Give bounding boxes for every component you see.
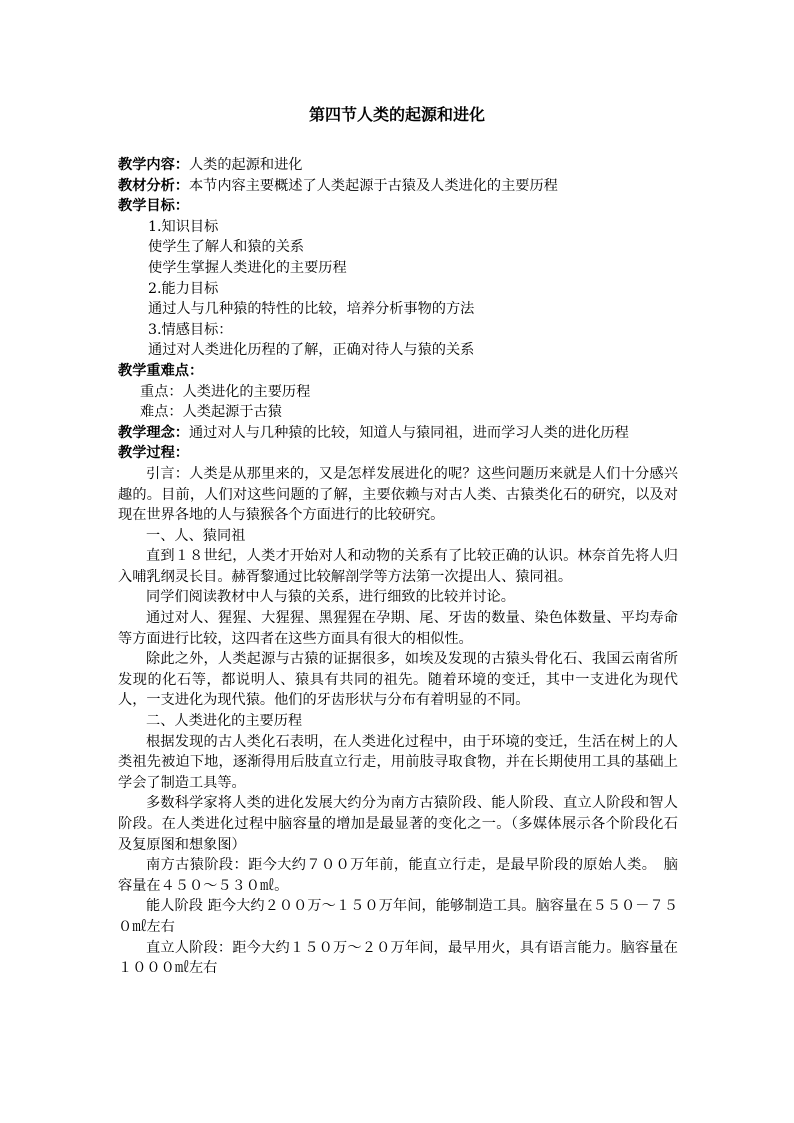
paragraph: 能人阶段 距今大约２００万～１５０万年间，能够制造工具。脑容量在５５０－７５０㎖左右 — [118, 898, 678, 935]
paragraph: 通过对人、猩猩、大猩猩、黑猩猩在孕期、尾、牙齿的数量、染色体数量、平均寿命等方面进行比较，这四者在这些方面具有很大的相似性。 — [118, 610, 678, 647]
goal-item: 2.能力目标 — [148, 280, 219, 297]
paragraph: 直立人阶段：距今大约１５０万～２０万年间，最早用火，具有语言能力。脑容量在１０００㎖左右 — [118, 939, 678, 977]
keypoints-label: 教学重难点： — [118, 362, 204, 379]
paragraph: 除此之外，人类起源与古猿的证据很多，如埃及发现的古猿头骨化石、我国云南省所发现的化石等，都说明人、猿具有共同的祖先。随着环境的变迁，其中一支进化为现代人，一支进化为现代猿。他们的牙齿形状与分布有着明显的不同。 — [118, 651, 678, 709]
paragraph: 直到１８世纪，人类才开始对人和动物的关系有了比较正确的认识。林奈首先将人归入哺乳纲灵长目。赫胥黎通过比较解剖学等方法第一次提出人、猿同祖。 — [118, 548, 678, 585]
concept-label: 教学理念： — [118, 424, 189, 441]
content-field — [118, 155, 678, 176]
goal-item: 使学生掌握人类进化的主要历程 — [148, 259, 347, 276]
analysis-label: 教材分析： — [118, 177, 189, 194]
paragraph: 根据发现的古人类化石表明，在人类进化过程中，由于环境的变迁，生活在树上的人类祖先被迫下地，逐渐得用后肢直立行走，用前肢寻取食物，并在长期使用工具的基础上学会了制造工具等。 — [118, 733, 678, 791]
document-body — [118, 155, 678, 979]
paragraph: 同学们阅读教材中人与猿的关系，进行细致的比较并讨论。 — [146, 589, 515, 606]
keypoint-item: 重点：人类进化的主要历程 — [140, 383, 311, 400]
goal-item: 通过人与几种猿的特性的比较，培养分析事物的方法 — [148, 301, 475, 318]
content-label: 教学内容： — [118, 157, 189, 173]
paragraph: 南方古猿阶段：距今大约７００万年前，能直立行走，是最早阶段的原始人类。 脑容量在４５０～５３０㎖。 — [118, 857, 678, 894]
goal-item: 1.知识目标 — [148, 218, 219, 235]
page-title: 第四节人类的起源和进化 — [308, 105, 485, 124]
analysis-value: 本节内容主要概述了人类起源于古猿及人类进化的主要历程 — [188, 177, 558, 194]
process-label: 教学过程： — [118, 445, 189, 462]
goal-item: 使学生了解人和猿的关系 — [148, 239, 305, 256]
goal-item: 通过对人类进化历程的了解，正确对待人与猿的关系 — [148, 342, 475, 359]
section-heading: 二、人类进化的主要历程 — [146, 713, 303, 730]
paragraph: 多数科学家将人类的进化发展大约分为南方古猿阶段、能人阶段、直立人阶段和智人阶段。在人类进化过程中脑容量的增加是最显著的变化之一。（多媒体展示各个阶段化石及复原图和想象图） — [118, 795, 678, 853]
concept-field — [118, 423, 678, 444]
goal-item: 3.情感目标： — [148, 321, 233, 338]
goals-label: 教学目标： — [118, 198, 189, 215]
concept-value: 通过对人与几种猿的比较，知道人与猿同祖，进而学习人类的进化历程 — [188, 424, 629, 441]
section-heading: 一、人、猿同祖 — [146, 527, 246, 544]
paragraph-intro: 引言：人类是从那里来的，又是怎样发展进化的呢？这些问题历来就是人们十分感兴趣的。目前，人们对这些问题的了解，主要依赖与对古人类、古猿类化石的研究，以及对现在世界各地的人与猿猴各个方面进行的比较研究。 — [118, 465, 678, 524]
keypoint-item: 难点：人类起源于古猿 — [140, 404, 282, 421]
analysis-field — [118, 176, 678, 197]
content-value: 人类的起源和进化 — [188, 157, 303, 173]
